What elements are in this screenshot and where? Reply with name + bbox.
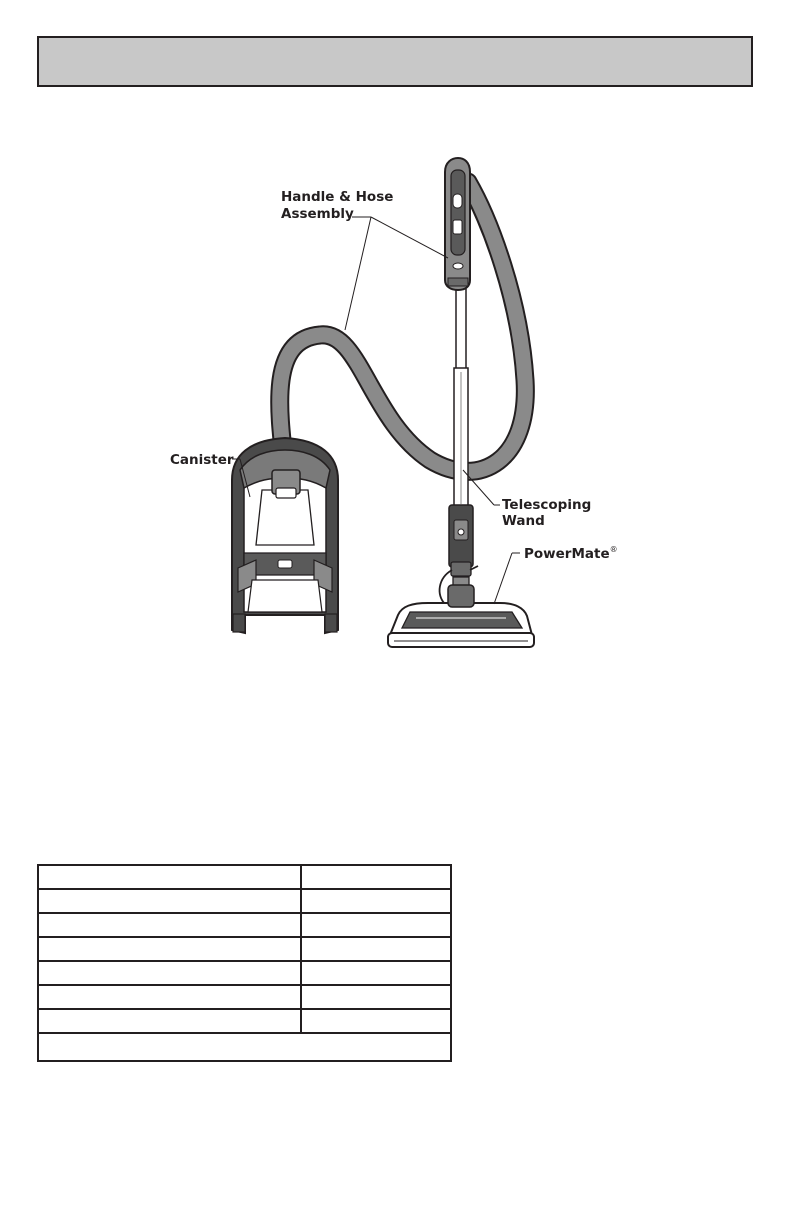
part-name-cell (38, 937, 301, 961)
callout-powermate-label: PowerMate (524, 546, 610, 562)
telescoping-wand (440, 285, 478, 605)
callout-handle-hose-line2: Assembly (281, 206, 354, 222)
part-name-cell (38, 889, 301, 913)
registered-mark: ® (609, 545, 618, 554)
table-footer-row (38, 1033, 451, 1061)
part-number-cell (301, 913, 451, 937)
canister (232, 438, 338, 633)
table-row (38, 913, 451, 937)
parts-table (37, 864, 452, 1062)
table-footer-cell (38, 1033, 451, 1061)
callout-telescoping-line1: Telescoping (502, 497, 592, 513)
part-number-cell (301, 985, 451, 1009)
part-number-cell (301, 889, 451, 913)
table-row (38, 937, 451, 961)
part-number-cell (301, 865, 451, 889)
hose (280, 182, 526, 485)
handle (445, 158, 470, 290)
powermate-nozzle (388, 585, 534, 647)
table-row (38, 961, 451, 985)
part-name-cell (38, 985, 301, 1009)
part-name-cell (38, 913, 301, 937)
table-row (38, 889, 451, 913)
part-number-cell (301, 1009, 451, 1033)
callout-canister: Canister (170, 452, 234, 468)
callout-powermate (524, 545, 618, 562)
part-name-cell (38, 865, 301, 889)
part-name-cell (38, 1009, 301, 1033)
table-row (38, 1009, 451, 1033)
callout-handle-hose-line1: Handle & Hose (281, 189, 394, 205)
part-number-cell (301, 961, 451, 985)
callout-telescoping-line2: Wand (502, 513, 545, 529)
part-number-cell (301, 937, 451, 961)
table-row (38, 985, 451, 1009)
part-name-cell (38, 961, 301, 985)
table-row (38, 865, 451, 889)
